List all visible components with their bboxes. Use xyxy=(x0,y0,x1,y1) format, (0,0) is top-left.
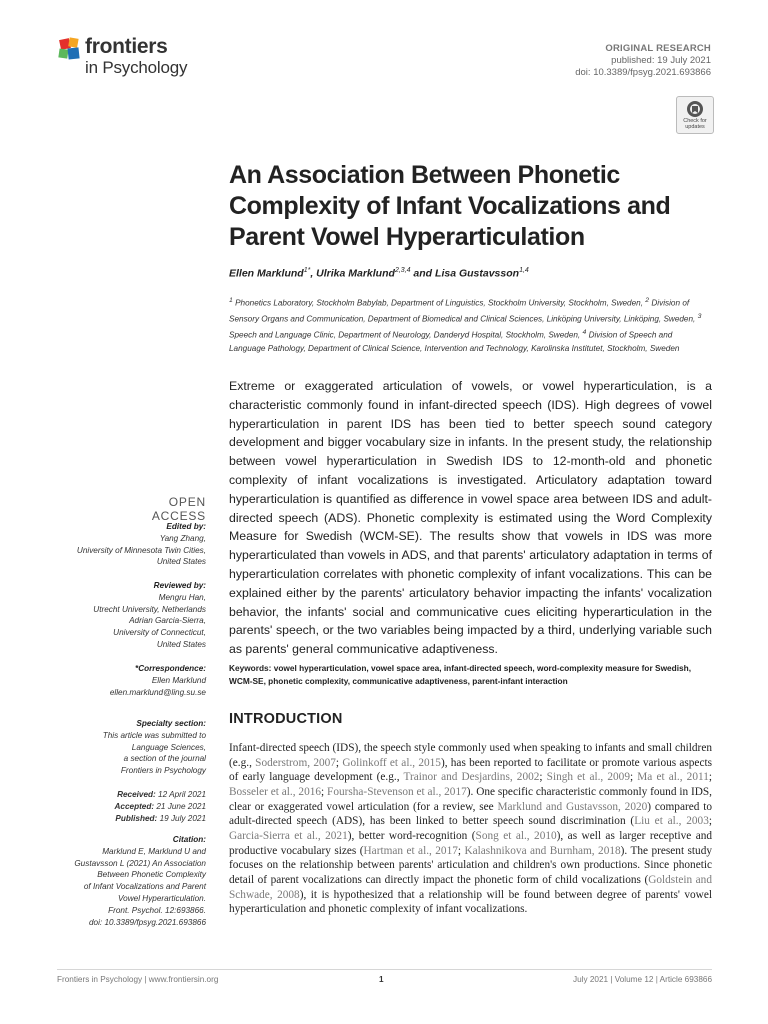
journal-brand: frontiers xyxy=(85,35,168,58)
citation-link[interactable]: Song et al., 2010 xyxy=(475,829,557,842)
author-list: Ellen Marklund$^{1*}$, Ulrika Marklund$^{2,3,4}$ and Lisa Gustavsson$^{1,4}$ xyxy=(229,267,529,280)
author-affil: 1* xyxy=(303,267,311,274)
author-name[interactable]: Ellen Marklund xyxy=(229,267,304,280)
author-name[interactable]: Ulrika Marklund xyxy=(316,267,395,280)
citation-link[interactable]: Marklund and Gustavsson, 2020 xyxy=(497,800,648,813)
reviewer-name[interactable]: Mengru Han, xyxy=(158,592,206,602)
accepted-date: 21 June 2021 xyxy=(156,801,206,811)
citation-link[interactable]: Soderstrom, 2007 xyxy=(255,756,336,769)
dates-section: Received: 12 April 2021 Accepted: 21 June 2021 Published: 19 July 2021 xyxy=(114,790,206,823)
received-date: 12 April 2021 xyxy=(158,790,206,799)
edited-by-section: Edited by: Yang Zhang, University of Minnesota Twin Cities, United States xyxy=(40,521,206,568)
article-type: ORIGINAL RESEARCH xyxy=(605,43,711,54)
correspondence-section: *Correspondence: Ellen Marklund ellen.marklund@ling.su.se xyxy=(40,663,206,698)
introduction-text: Infant-directed speech (IDS), the speech style commonly used when speaking to infants and small children (e.g., Soderstrom, 2007; Golinkoff et al., 2015), has been reported to facilitate or promote various aspects of early language development (e.g., Trainor and Desjardins, 2002; Singh et al., 2009; Ma et al., 2011; Bosseler et al., 2016; Foursha-Stevenson et al., 2017). One specific characteristic commonly found in IDS, clear or exaggerated vowel articulation (for a review, see Marklund and Gustavsson, 2020) compared to adult-directed speech (ADS), has been linked to better speech sound discrimination (Liu et al., 2003; Garcia-Sierra et al., 2021), better word-recognition (Song et al., 2010), as well as larger receptive and productive vocabulary sizes (Hartman et al., 2017; Kalashnikova and Burnham, 2018). The present study focuses on the relationship between parents' articulation and children's own productions. Since phonetic detail of parent vocalizations can directly impact the phonetic form of child vocalizations (Goldstein and Schwade, 2008), it is hypothesized that a relationship will be found between degree of parents' vowel hyperarticulation and phonetic complexity of infant vocalizations. xyxy=(229,742,713,916)
abstract: Extreme or exaggerated articulation of vowels, or vowel hyperarticulation, is a characteristic commonly found in infant-directed speech (IDS). High degrees of vowel hyperarticulation in parent IDS has been tied to better speech sound category development and bigger vocabulary size in infants. In the present study, the relationship between vowel hyperarticulation in Swedish IDS to 12-month-old and phonetic complexity of infant vocalizations is investigated. Articulatory adaptation toward hyperarticulation is quantified as difference in vowel space area between IDS and adult-directed speech (ADS). Phonetic complexity is estimated using the Word Complexity Measure for Swedish (WCM-SE). The results show that vowels in IDS was more hyperarticulated than vowels in ADS, and that parents' articulatory adaptation in terms of hyperarticulation correlates with phonetic complexity of infant vocalizations. This can be explained either by the parents' articulatory behavior impacting the infants' vocalization behavior, the infants' social and communicative cues eliciting hyperarticulation in the parents' speech, or the two variables being impacted by a third, underlying variable such as parents' general communicative adaptiveness. xyxy=(229,379,712,657)
published-date-side: 19 July 2021 xyxy=(159,813,206,823)
affiliations: $^1$ Phonetics Laboratory, Stockholm Babylab, Department of Linguistics, Stockholm University, Stockholm, Sweden, $^2$ Division of Sensory Organs and Communication, Department of Biomedical and Clinical Sciences, Linköping University, Linköping, Sweden, $^3$ Speech and Language Clinic, Department of Neurology, Danderyd Hospital, Stockholm, Sweden, $^4$ Division of Speech and Language Pathology, Department of Clinical Science, Intervention and Technology, Karolinska Institutet, Stockholm, Sweden xyxy=(229,297,702,354)
article-doi[interactable]: doi: 10.3389/fpsyg.2021.693866 xyxy=(575,67,711,78)
check-for-updates-button[interactable] xyxy=(676,96,714,134)
open-access-label: OPEN ACCESS xyxy=(151,495,206,523)
footer-journal-link[interactable]: Frontiers in Psychology | www.frontiersin.org xyxy=(57,975,219,984)
author-name[interactable]: Lisa Gustavsson xyxy=(435,267,520,280)
affiliation: Phonetics Laboratory, Stockholm Babylab, Department of Linguistics, Stockholm University, Stockholm, Sweden, xyxy=(235,298,643,308)
citation-link[interactable]: Foursha-Stevenson et al., 2017 xyxy=(327,785,467,798)
citation-link[interactable]: Golinkoff et al., 2015 xyxy=(342,756,441,769)
citation-link[interactable]: Liu et al., 2003 xyxy=(634,815,709,828)
citation-doi[interactable]: doi: 10.3389/fpsyg.2021.693866 xyxy=(89,917,206,927)
published-date: published: 19 July 2021 xyxy=(611,55,711,66)
journal-logo[interactable] xyxy=(57,34,217,84)
footer-divider xyxy=(57,969,712,970)
bookmark-icon xyxy=(686,100,704,118)
citation-link[interactable]: Hartman et al., 2017 xyxy=(363,844,458,857)
check-for-updates-label: Check for updates xyxy=(683,118,707,130)
keywords: Keywords: vowel hyperarticulation, vowel space area, infant-directed speech, word-complexity measure for Swedish, WCM-SE, phonetic complexity, communicative adaptiveness, parent-infant interaction xyxy=(229,663,692,686)
article-title: An Association Between Phonetic Complexity of Infant Vocalizations and Parent Vowel Hyperarticulation xyxy=(229,161,671,251)
citation-link[interactable]: Garcia-Sierra et al., 2021 xyxy=(229,829,348,842)
author-affil: 1,4 xyxy=(519,267,529,274)
citation-section: Citation: Marklund E, Marklund U and Gustavsson L (2021) An Association Between Phonetic Complexity of Infant Vocalizations and Parent Vowel Hyperarticulation. Front. Psychol. 12:693866. doi: 10.3389/fpsyg.2021.693866 xyxy=(40,834,206,928)
specialty-section: Specialty section: This article was submitted to Language Sciences, a section of the journal Frontiers in Psychology xyxy=(102,719,206,776)
frontiers-logo-icon xyxy=(57,36,83,62)
citation-link[interactable]: Trainor and Desjardins, 2002 xyxy=(403,771,540,784)
journal-subtitle: in Psychology xyxy=(85,58,188,77)
citation-link[interactable]: Ma et al., 2011 xyxy=(637,771,709,784)
editor-name[interactable]: Yang Zhang, xyxy=(159,533,206,543)
article-meta xyxy=(575,43,711,79)
footer-issue-info: July 2021 | Volume 12 | Article 693866 xyxy=(573,975,712,984)
author-affil: 2,3,4 xyxy=(394,267,411,274)
affiliation: Division of Speech and Language Pathology, Department of Clinical Science, Intervention and Technology, Karolinska Institutet, Stockholm, Sweden xyxy=(229,331,680,354)
affiliation: Speech and Language Clinic, Department of Neurology, Danderyd Hospital, Stockholm, Sweden, xyxy=(229,331,581,341)
section-heading-introduction: INTRODUCTION xyxy=(229,711,343,727)
citation-link[interactable]: Kalashnikova and Burnham, 2018 xyxy=(464,844,621,857)
citation-link[interactable]: Singh et al., 2009 xyxy=(546,771,630,784)
correspondence-email[interactable]: ellen.marklund@ling.su.se xyxy=(109,687,206,697)
page-number: 1 xyxy=(379,975,384,984)
citation-link[interactable]: Bosseler et al., 2016 xyxy=(229,785,322,798)
reviewed-by-section: Reviewed by: Mengru Han, Utrecht University, Netherlands Adrian Garcia-Sierra, University of Connecticut, United States xyxy=(40,580,206,651)
affiliation: Division of Sensory Organs and Communication, Department of Biomedical and Clinical Sciences, Linköping University, Linköping, Sweden, xyxy=(229,298,696,324)
reviewer-name[interactable]: Adrian Garcia-Sierra, xyxy=(129,616,206,626)
citation-link[interactable]: Goldstein and Schwade, 2008 xyxy=(229,873,712,901)
